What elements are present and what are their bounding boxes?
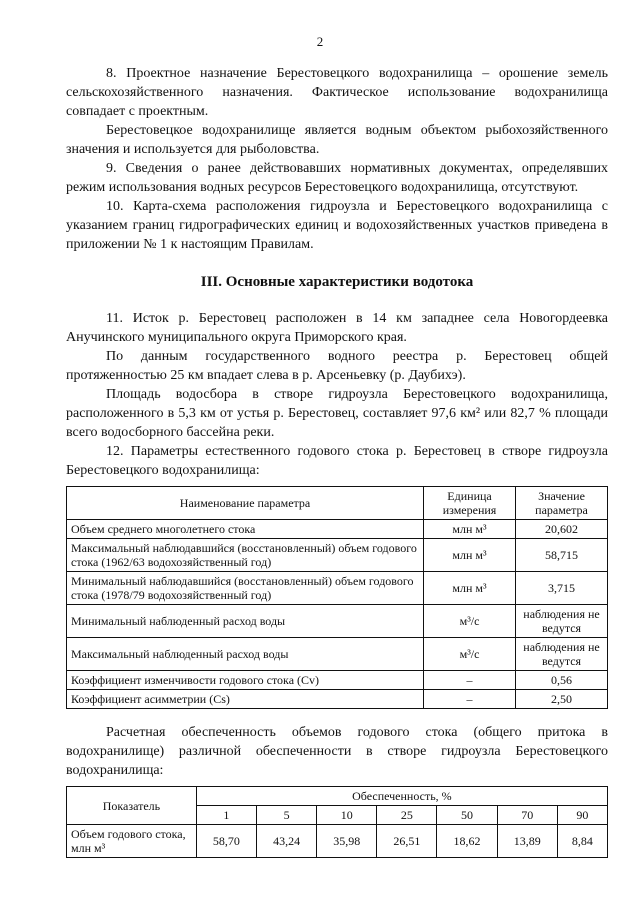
page-number: 2 (316, 34, 324, 49)
document-body (66, 64, 608, 858)
parameter-name: Минимальный наблюденный расход воды (67, 605, 424, 638)
probability-column: 90 (557, 806, 607, 825)
column-header-indicator: Показатель (67, 787, 197, 825)
parameter-unit: – (424, 690, 516, 709)
parameter-unit: м³/с (424, 638, 516, 671)
probability-column: 5 (256, 806, 316, 825)
parameter-unit: м³/с (424, 605, 516, 638)
probability-value: 58,70 (196, 825, 256, 858)
table-row (67, 690, 608, 709)
column-header-name: Наименование параметра (67, 487, 424, 520)
row-label: Объем годового стока, млн м³ (67, 825, 197, 858)
paragraph-fishery: Берестовецкое водохранилище является водным объектом рыбохозяйственного значения и используется для рыболовства. (66, 123, 608, 157)
column-header-value: Значение параметра (516, 487, 608, 520)
paragraph-probability: Расчетная обеспеченность объемов годового стока (общего притока в водохранилище) различной обеспеченности в створе гидроузла Берестовецкого водохранилища: (66, 725, 608, 778)
paragraph-10: 10. Карта-схема расположения гидроузла и Берестовецкого водохранилища с указанием границ гидрографических единиц и водохозяйственных участков приведена в приложении № 1 к настоящим Правилам. (66, 199, 608, 252)
section-heading: III. Основные характеристики водотока (200, 274, 474, 290)
table-header-row (67, 787, 608, 806)
table-row (67, 539, 608, 572)
parameter-value: 0,56 (516, 671, 608, 690)
probability-column: 25 (377, 806, 437, 825)
parameter-value: 20,602 (516, 520, 608, 539)
table-row (67, 671, 608, 690)
paragraph-11: 11. Исток р. Берестовец расположен в 14 км западнее села Новогордеевка Анучинского муниципального округа Приморского края. (66, 311, 608, 345)
probability-value: 13,89 (497, 825, 557, 858)
probability-value: 35,98 (317, 825, 377, 858)
table-row (67, 825, 608, 858)
parameter-unit: млн м³ (424, 572, 516, 605)
parameter-name: Коэффициент изменчивости годового стока (Cv) (67, 671, 424, 690)
probability-value: 18,62 (437, 825, 497, 858)
parameter-name: Коэффициент асимметрии (Cs) (67, 690, 424, 709)
parameter-value: наблюдения не ведутся (516, 605, 608, 638)
probability-value: 43,24 (256, 825, 316, 858)
parameter-name: Максимальный наблюденный расход воды (67, 638, 424, 671)
paragraph-12: 12. Параметры естественного годового стока р. Берестовец в створе гидроузла Берестовецкого водохранилища: (66, 444, 608, 478)
paragraph-8: 8. Проектное назначение Берестовецкого водохранилища – орошение земель сельскохозяйственного назначения. Фактическое использование водохранилища совпадает с проектным. (66, 66, 608, 119)
paragraph-9: 9. Сведения о ранее действовавших нормативных документах, определявших режим использования водных ресурсов Берестовецкого водохранилища, отсутствуют. (66, 161, 608, 195)
probability-column: 1 (196, 806, 256, 825)
probability-column: 50 (437, 806, 497, 825)
probability-value: 26,51 (377, 825, 437, 858)
parameter-name: Минимальный наблюдавшийся (восстановленный) объем годового стока (1978/79 водохозяйственный год) (67, 572, 424, 605)
probability-value: 8,84 (557, 825, 607, 858)
parameter-name: Объем среднего многолетнего стока (67, 520, 424, 539)
parameter-value: 2,50 (516, 690, 608, 709)
parameter-unit: млн м³ (424, 539, 516, 572)
parameter-unit: млн м³ (424, 520, 516, 539)
probability-column: 10 (317, 806, 377, 825)
paragraph-registry: По данным государственного водного реестра р. Берестовец общей протяженностью 25 км впадает слева в р. Арсеньевку (р. Даубихэ). (66, 349, 608, 383)
parameter-unit: – (424, 671, 516, 690)
column-header-unit: Единица измерения (424, 487, 516, 520)
parameter-name: Максимальный наблюдавшийся (восстановленный) объем годового стока (1962/63 водохозяйственный год) (67, 539, 424, 572)
table-row (67, 520, 608, 539)
column-header-probability: Обеспеченность, % (196, 787, 607, 806)
runoff-parameters-table (66, 486, 608, 709)
table-row (67, 605, 608, 638)
paragraph-catchment: Площадь водосбора в створе гидроузла Берестовецкого водохранилища, расположенного в 5,3 км от устья р. Берестовец, составляет 97,6 км² или 82,7 % площади всего водосборного бассейна реки. (66, 387, 608, 440)
probability-table (66, 786, 608, 858)
parameter-value: наблюдения не ведутся (516, 638, 608, 671)
table-row (67, 638, 608, 671)
table-header-row (67, 487, 608, 520)
parameter-value: 3,715 (516, 572, 608, 605)
parameter-value: 58,715 (516, 539, 608, 572)
table-row (67, 572, 608, 605)
probability-column: 70 (497, 806, 557, 825)
